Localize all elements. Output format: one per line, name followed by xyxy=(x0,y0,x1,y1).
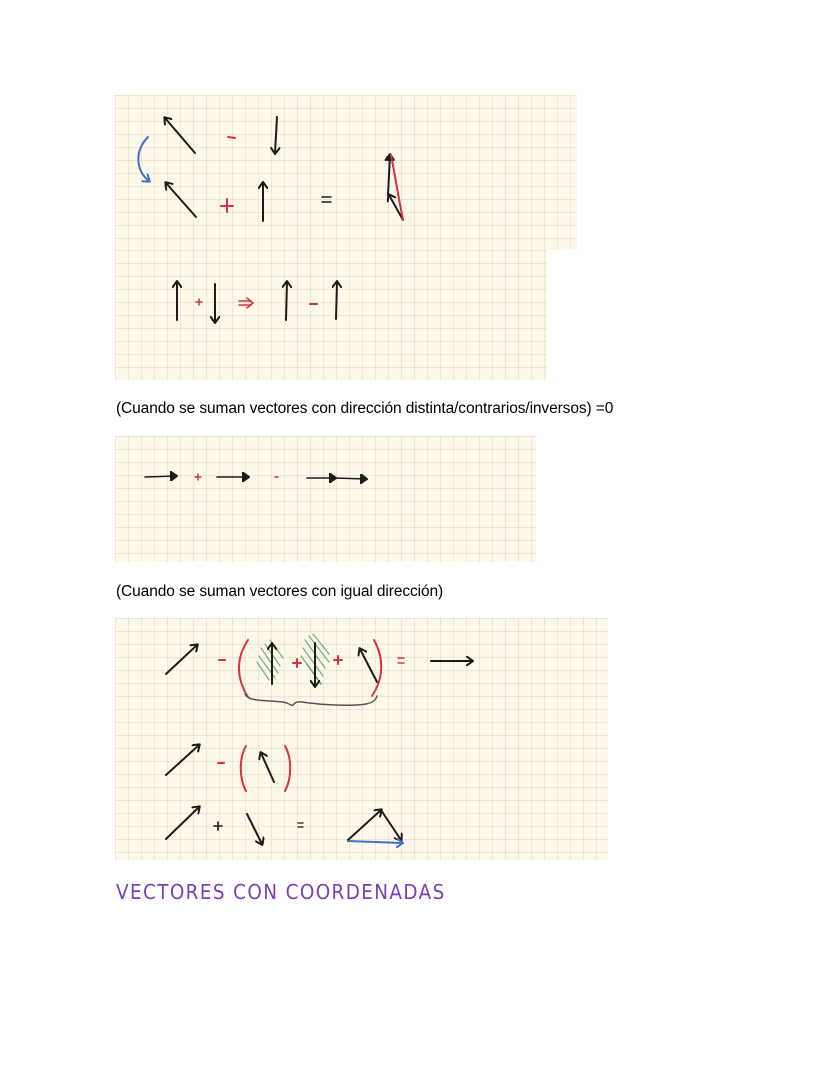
vector-drawing xyxy=(115,436,536,562)
caption-opposite-vectors: (Cuando se suman vectores con dirección distinta/contrarios/inversos) =0 xyxy=(116,400,614,417)
vector-diagram-same-direction xyxy=(115,436,536,562)
vector-drawing xyxy=(115,95,577,250)
underbrace xyxy=(245,694,377,705)
caption-same-direction: (Cuando se suman vectores con igual dirección) xyxy=(116,583,444,600)
vector-diagram-opposite-bottom xyxy=(115,250,547,380)
vector-drawing xyxy=(115,250,547,380)
curved-arrow-icon xyxy=(138,137,149,181)
cancelled-shading xyxy=(257,640,283,680)
section-heading: VECTORES CON COORDENADAS xyxy=(116,880,446,904)
vector-drawing xyxy=(115,618,608,860)
vector-diagram-opposite-top xyxy=(115,95,577,250)
vector-diagram-combined xyxy=(115,618,608,860)
